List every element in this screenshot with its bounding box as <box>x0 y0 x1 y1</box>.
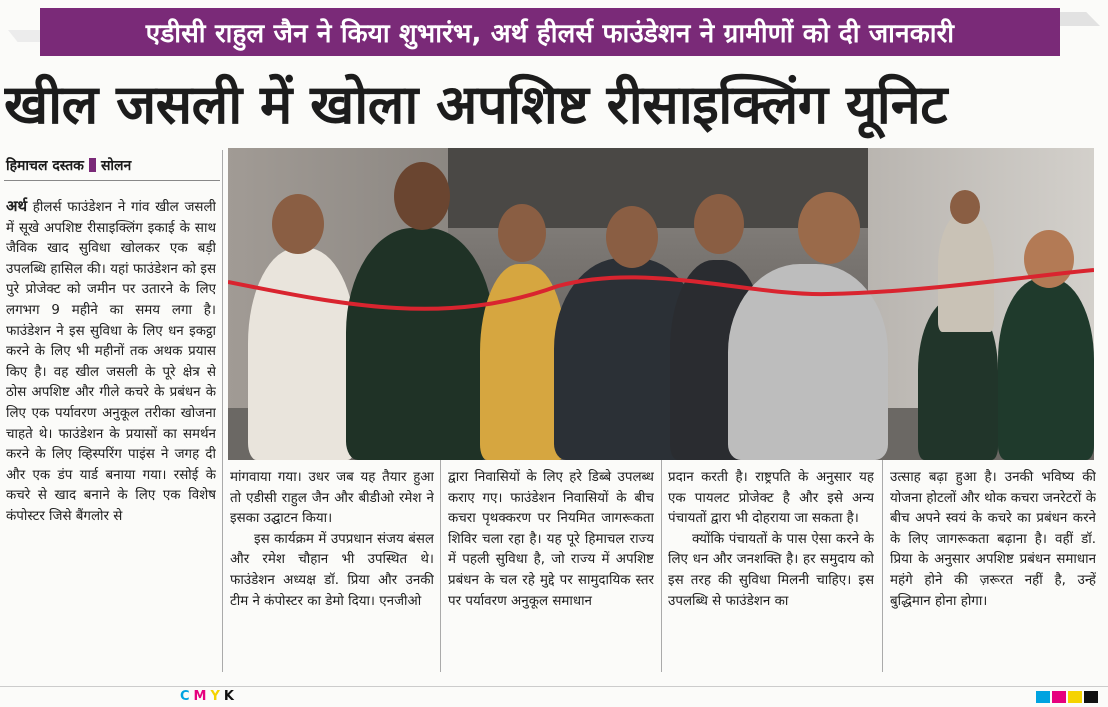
ribbon-graphic <box>228 266 1094 326</box>
cmyk-registration-label: CMYK <box>180 689 238 704</box>
kicker-banner <box>8 8 1100 56</box>
article-column-2 <box>230 468 434 676</box>
byline-source: हिमाचल दस्तक <box>6 158 84 174</box>
byline-separator <box>89 158 96 172</box>
color-registration-swatches <box>1036 691 1098 703</box>
article-column-5 <box>890 468 1096 676</box>
column-2-para-2: इस कार्यक्रम में उपप्रधान संजय बंसल और रमेश चौहान भी उपस्थित थे। फाउंडेशन अध्यक्ष डॉ. प्रिया और उनकी टीम ने कंपोस्टर का डेमो दिया। एनजीओ <box>230 531 434 609</box>
column-1-text: हीलर्स फाउंडेशन ने गांव खील जसली में सूखे अपशिष्ट रीसाइक्लिंग इकाई के साथ जैविक खाद सुविधा खोलकर एक बड़ी उपलब्धि हासिल की। यहां फाउंडेशन को इस पुरे प्रोजेक्ट को जमीन पर उतारने के लिए लगभग 9 महीने का समय लगा है। फाउंडेशन ने इस सुविधा के लिए धन इकट्ठा करने के लिए भी महीनों तक अथक प्रयास किए है। वह खील जसली के पूरे क्षेत्र से ठोस अपशिष्ट और गीले कचरे के प्रबंधन के लिए एक पर्यावरण अनुकूल तरीका खोजना चाहते थे। फाउंडेशन के प्रयासों का समर्थन करने के लिए व्हिस्परिंग पाइंस ने जगह दी और एक डंप यार्ड बनाया गया। रसोई के कचरे से खाद बनाने के लिए एक विशेष कंपोस्टर जिसे बैंगलोर से <box>6 200 216 524</box>
column-4-para-2: क्योंकि पंचायतों के पास ऐसा करने के लिए धन और जनशक्ति है। हर समुदाय को इस तरह की सुविधा मिलनी चाहिए। इस उपलब्धि से फाउंडेशन का <box>668 531 874 609</box>
banner-fold-right <box>1054 12 1100 26</box>
headline: खील जसली में खोला अपशिष्ट रीसाइक्लिंग यूनिट <box>4 73 947 136</box>
column-5-para-1: उत्साह बढ़ा हुआ है। उनकी भविष्य की योजना होटलों और थोक कचरा जनरेटरों के बीच अपने स्वयं के कचरे का प्रबंधन करने के लिए जागरूकता बढ़ाना है। वहीं डॉ. प्रिया के अनुसार अपशिष्ट प्रबंधन समाधान महंगे होने की ज़रूरत नहीं है, उन्हें बुद्धिमान होना होगा। <box>890 470 1096 609</box>
byline-rule <box>4 180 220 181</box>
footer-rule <box>0 686 1108 687</box>
column-3-para-1: द्वारा निवासियों के लिए हरे डिब्बे उपलब्ध कराए गए। फाउंडेशन निवासियों के बीच कचरा पृथक्करण पर नियमित जागरूकता शिविर चला रहा है। यह पूरे हिमाचल राज्य में पहली सुविधा है, जो राज्य में अपशिष्ट प्रबंधन के चल रहे मुद्दे पर सामुदायिक स्तर पर पर्यावरण अनुकूल समाधान <box>448 470 654 609</box>
article-column-3 <box>448 468 654 676</box>
column-divider <box>222 150 223 672</box>
byline <box>6 156 131 176</box>
column-divider <box>661 460 662 672</box>
article-column-4 <box>668 468 874 676</box>
banner-fold-left <box>8 30 40 42</box>
lead-word: अर्थ <box>6 197 28 215</box>
kicker-text: एडीसी राहुल जैन ने किया शुभारंभ, अर्थ हीलर्स फाउंडेशन ने ग्रामीणों को दी जानकारी <box>40 8 1060 56</box>
news-photo-ribbon-cutting <box>228 148 1094 460</box>
column-2-para-1: मांगवाया गया। उधर जब यह तैयार हुआ तो एडीसी राहुल जैन और बीडीओ रमेश ने इसका उद्घाटन किया। <box>230 470 434 527</box>
article-column-1 <box>6 196 216 676</box>
column-4-para-1: प्रदान करती है। राष्ट्रपति के अनुसार यह एक पायलट प्रोजेक्ट है और इसे अन्य पंचायतों द्वारा भी दोहराया जा सकता है। <box>668 470 874 527</box>
byline-location: सोलन <box>100 158 132 174</box>
column-divider <box>882 460 883 672</box>
column-divider <box>440 460 441 672</box>
